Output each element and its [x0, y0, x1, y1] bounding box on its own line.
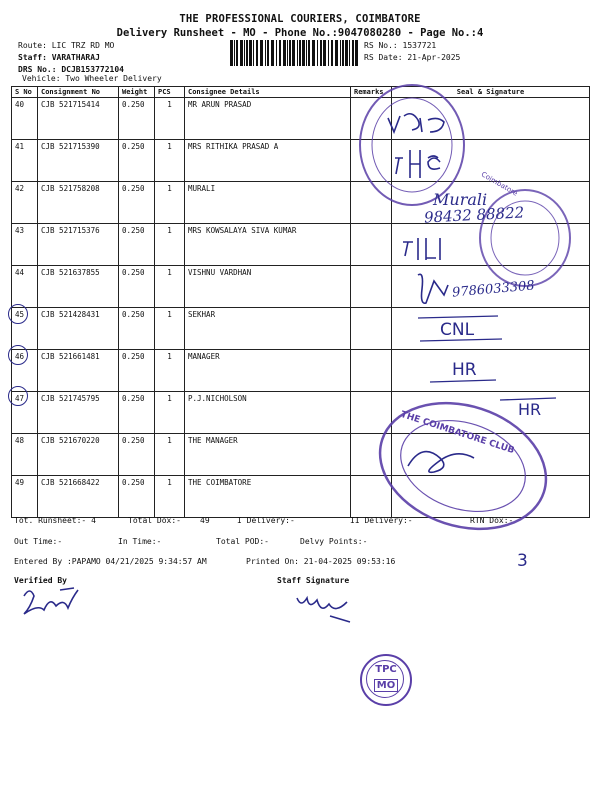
route-label: Route: LIC TRZ RD MO: [18, 41, 115, 50]
weight-cell: 0.250: [119, 434, 155, 476]
total-dox-value: 49: [200, 516, 210, 525]
consignment-no-cell: CJB 521715414: [38, 98, 119, 140]
tpc-stamp-text: TPC: [375, 664, 397, 675]
consignee-cell: SEKHAR: [185, 308, 351, 350]
weight-cell: 0.250: [119, 266, 155, 308]
consignment-no-cell: CJB 521745795: [38, 392, 119, 434]
consignment-no-cell: CJB 521637855: [38, 266, 119, 308]
staff-signature: Staff Signature: [277, 576, 350, 585]
weight-cell: 0.250: [119, 350, 155, 392]
verified-by: Verified By: [14, 576, 67, 585]
col-header-pcs: PCS: [155, 87, 185, 98]
consignee-cell: THE COIMBATORE: [185, 476, 351, 518]
sno-cell: 49: [12, 476, 38, 518]
consignee-cell: THE MANAGER: [185, 434, 351, 476]
weight-cell: 0.250: [119, 98, 155, 140]
col-header-remarks: Remarks: [351, 87, 392, 98]
drs-number: DRS No.: DCJB153772104: [18, 65, 124, 74]
weight-cell: 0.250: [119, 140, 155, 182]
pcs-cell: 1: [155, 224, 185, 266]
printed-on: Printed On: 21-04-2025 09:53:16: [246, 557, 396, 566]
mo-stamp-text: MO: [374, 679, 398, 692]
consignee-cell: MURALI: [185, 182, 351, 224]
weight-cell: 0.250: [119, 224, 155, 266]
sno-cell: 40: [12, 98, 38, 140]
staff-label: Staff: VARATHARAJ: [18, 53, 100, 62]
consignment-no-cell: CJB 521661481: [38, 350, 119, 392]
pcs-cell: 1: [155, 140, 185, 182]
sno-cell: 48: [12, 434, 38, 476]
pcs-cell: 1: [155, 476, 185, 518]
col-header-sno: S No: [12, 87, 38, 98]
sno-cell: 41: [12, 140, 38, 182]
sno-cell: 42: [12, 182, 38, 224]
sno-cell: 43: [12, 224, 38, 266]
pcs-cell: 1: [155, 182, 185, 224]
total-pod: Total POD:-: [216, 537, 269, 546]
handwritten-name-murali: Murali: [433, 190, 488, 209]
handwritten-hr-1: HR: [452, 360, 477, 380]
out-time: Out Time:-: [14, 537, 63, 546]
rtn-dox: RTN Dox:-: [470, 516, 514, 525]
handwritten-hr-2: HR: [518, 400, 542, 419]
consignment-no-cell: CJB 521758208: [38, 182, 119, 224]
pcs-cell: 1: [155, 434, 185, 476]
tot-runsheet: Tot. Runsheet:- 4: [14, 516, 96, 525]
consignee-cell: VISHNU VARDHAN: [185, 266, 351, 308]
delvy-points: Delvy Points:-: [300, 537, 368, 546]
handwritten-phone-44: 9786033308: [451, 278, 536, 301]
verifier-signature-text: [36, 614, 41, 615]
consignee-cell: MRS RITHIKA PRASAD A: [185, 140, 351, 182]
pcs-cell: 1: [155, 308, 185, 350]
runsheet-subtitle: Delivery Runsheet - MO - Phone No.:9047080280 - Page No.:4: [116, 27, 484, 39]
tpc-mo-stamp: [360, 654, 412, 706]
sno-cell: 47: [12, 392, 38, 434]
consignee-cell: MANAGER: [185, 350, 351, 392]
weight-cell: 0.250: [119, 308, 155, 350]
handwritten-phone-murali: 98432 88822: [423, 203, 525, 227]
pcs-cell: 1: [155, 266, 185, 308]
col-header-signature: Seal & Signature: [392, 87, 590, 98]
rs-number: RS No.: 1537721: [364, 41, 437, 50]
entered-by: Entered By :PAPAMO 04/21/2025 9:34:57 AM: [14, 557, 207, 566]
handwritten-count: 3: [517, 551, 528, 571]
consignee-cell: P.J.NICHOLSON: [185, 392, 351, 434]
sno-cell: 46: [12, 350, 38, 392]
consignee-cell: MR ARUN PRASAD: [185, 98, 351, 140]
pcs-cell: 1: [155, 350, 185, 392]
handwritten-cnl: CNL: [440, 320, 475, 340]
consignment-no-cell: CJB 521715376: [38, 224, 119, 266]
club-stamp-text: THE COIMBATORE CLUB: [399, 409, 516, 457]
rs-date: RS Date: 21-Apr-2025: [364, 53, 461, 62]
col-header-consignee: Consignee Details: [185, 87, 351, 98]
ii-delivery: II Delivery:-: [350, 516, 413, 525]
consignment-no-cell: CJB 521715390: [38, 140, 119, 182]
consignment-no-cell: CJB 521668422: [38, 476, 119, 518]
vehicle-label: Vehicle: Two Wheeler Delivery: [22, 74, 162, 83]
weight-cell: 0.250: [119, 392, 155, 434]
sno-cell: 44: [12, 266, 38, 308]
runsheet-company-title: THE PROFESSIONAL COURIERS, COIMBATORE: [179, 13, 421, 25]
col-header-weight: Weight: [119, 87, 155, 98]
sno-cell: 45: [12, 308, 38, 350]
pcs-cell: 1: [155, 392, 185, 434]
weight-cell: 0.250: [119, 476, 155, 518]
in-time: In Time:-: [118, 537, 162, 546]
col-header-consignment: Consignment No: [38, 87, 119, 98]
weight-cell: 0.250: [119, 182, 155, 224]
consignee-cell: MRS KOWSALAYA SIVA KUMAR: [185, 224, 351, 266]
total-dox-label: Total Dox:-: [128, 516, 181, 525]
consignment-no-cell: CJB 521670220: [38, 434, 119, 476]
i-delivery: I Delivery:-: [237, 516, 295, 525]
consignment-no-cell: CJB 521428431: [38, 308, 119, 350]
association-stamp-text: Coimbatore: [479, 170, 520, 198]
association-stamp: [360, 85, 464, 205]
pcs-cell: 1: [155, 98, 185, 140]
